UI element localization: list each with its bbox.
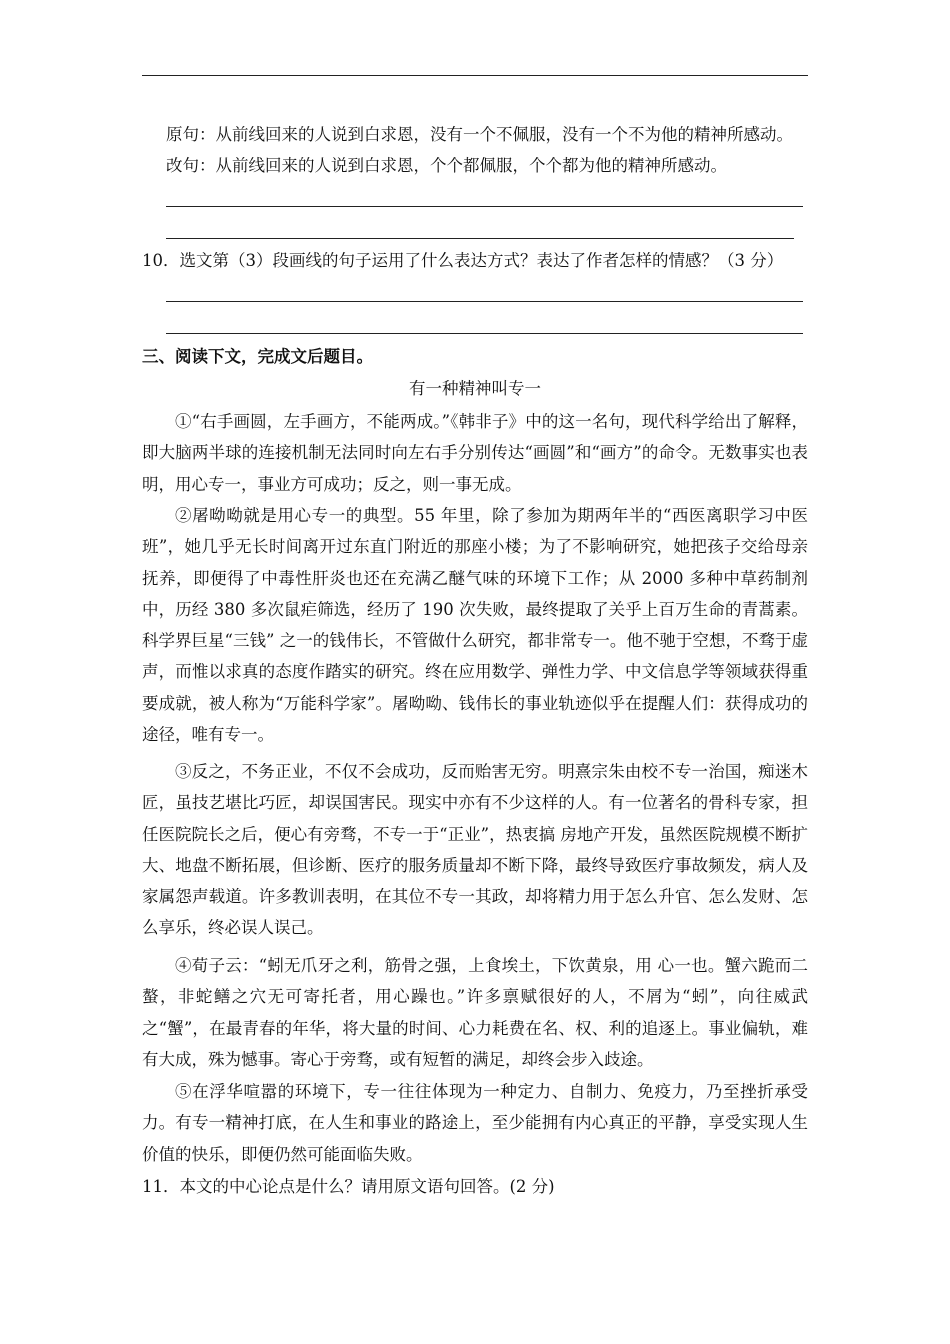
paragraph-1: ①“右手画圆，左手画方，不能两成。”《韩非子》中的这一名句，现代科学给出了解释，即大脑两半球的连接机制无法同时向左右手分别传达“画圆”和“画方”的命令。无数事实也表明，用心专一，事业方可成功；反之，则一事无成。	[142, 412, 808, 494]
paragraph-5: ⑤在浮华喧嚣的环境下，专一往往体现为一种定力、自制力、免疫力，乃至挫折承受力。有专一精神打底，在人生和事业的路途上，至少能拥有内心真正的平静，享受实现人生价值的快乐，即便仍然可能面临失败。	[142, 1082, 808, 1164]
section-heading: 三、阅读下文，完成文后题目。	[142, 347, 373, 366]
answer-line-9-2[interactable]	[166, 238, 794, 239]
answer-line-9-1[interactable]	[166, 206, 803, 207]
question-11: 11．本文的中心论点是什么？请用原文语句回答。(2 分)	[142, 1177, 555, 1196]
question-10: 10．选文第（3）段画线的句子运用了什么表达方式？表达了作者怎样的情感？（3 分）	[142, 251, 784, 270]
answer-line-10-1[interactable]	[166, 301, 803, 302]
paragraph-3: ③反之，不务正业，不仅不会成功，反而贻害无穷。明熹宗朱由校不专一治国，痴迷木匠，虽技艺堪比巧匠，却误国害民。现实中亦有不少这样的人。有一位著名的骨科专家，担任医院院长之后，便心有旁骛，不专一于“正业”，热衷搞 房地产开发，虽然医院规模不断扩大、地盘不断拓展，但诊断、医疗的服务质量却不断下降，最终导致医疗事故频发，病人及家属怨声载道。许多教训表明，在其位不专一其政，却将精力用于怎么升官、怎么发财、怎么享乐，终必误人误己。	[142, 762, 808, 938]
paragraph-2: ②屠呦呦就是用心专一的典型。55 年里，除了参加为期两年半的“西医离职学习中医班”，她几乎无长时间离开过东直门附近的那座小楼；为了不影响研究，她把孩子交给母亲抚养，即便得了中毒性肝炎也还在充满乙醚气味的环境下工作；从 2000 多种中草药制剂中，历经 380 多次鼠疟筛选，经历了 190 次失败，最终提取了关乎上百万生命的青蒿素。科学界巨星“三钱” 之一的钱伟长，不管做什么研究，都非常专一。他不驰于空想，不骛于虚声，而惟以求真的态度作踏实的研究。终在应用数学、弹性力学、中文信息学等领域获得重要成就，被人称为“万能科学家”。屠呦呦、钱伟长的事业轨迹似乎在提醒人们：获得成功的途径，唯有专一。	[142, 506, 808, 745]
revised-sentence: 改句：从前线回来的人说到白求恩，个个都佩服，个个都为他的精神所感动。	[166, 156, 727, 175]
article-title: 有一种精神叫专一	[409, 379, 541, 398]
paragraph-4: ④荀子云：“蚓无爪牙之利，筋骨之强，上食埃土，下饮黄泉，用 心一也。蟹六跪而二螯，非蛇鳝之穴无可寄托者，用心躁也。”许多禀赋很好的人，不屑为“蚓”，向往威武之“蟹”，在最青春的年华，将大量的时间、心力耗费在名、权、利的追逐上。事业偏轨，难有大成，殊为憾事。寄心于旁骛，或有短暂的满足，却终会步入歧途。	[142, 956, 808, 1069]
header-rule	[142, 75, 808, 76]
original-sentence: 原句：从前线回来的人说到白求恩，没有一个不佩服，没有一个不为他的精神所感动。	[166, 125, 793, 144]
answer-line-10-2[interactable]	[166, 333, 803, 334]
